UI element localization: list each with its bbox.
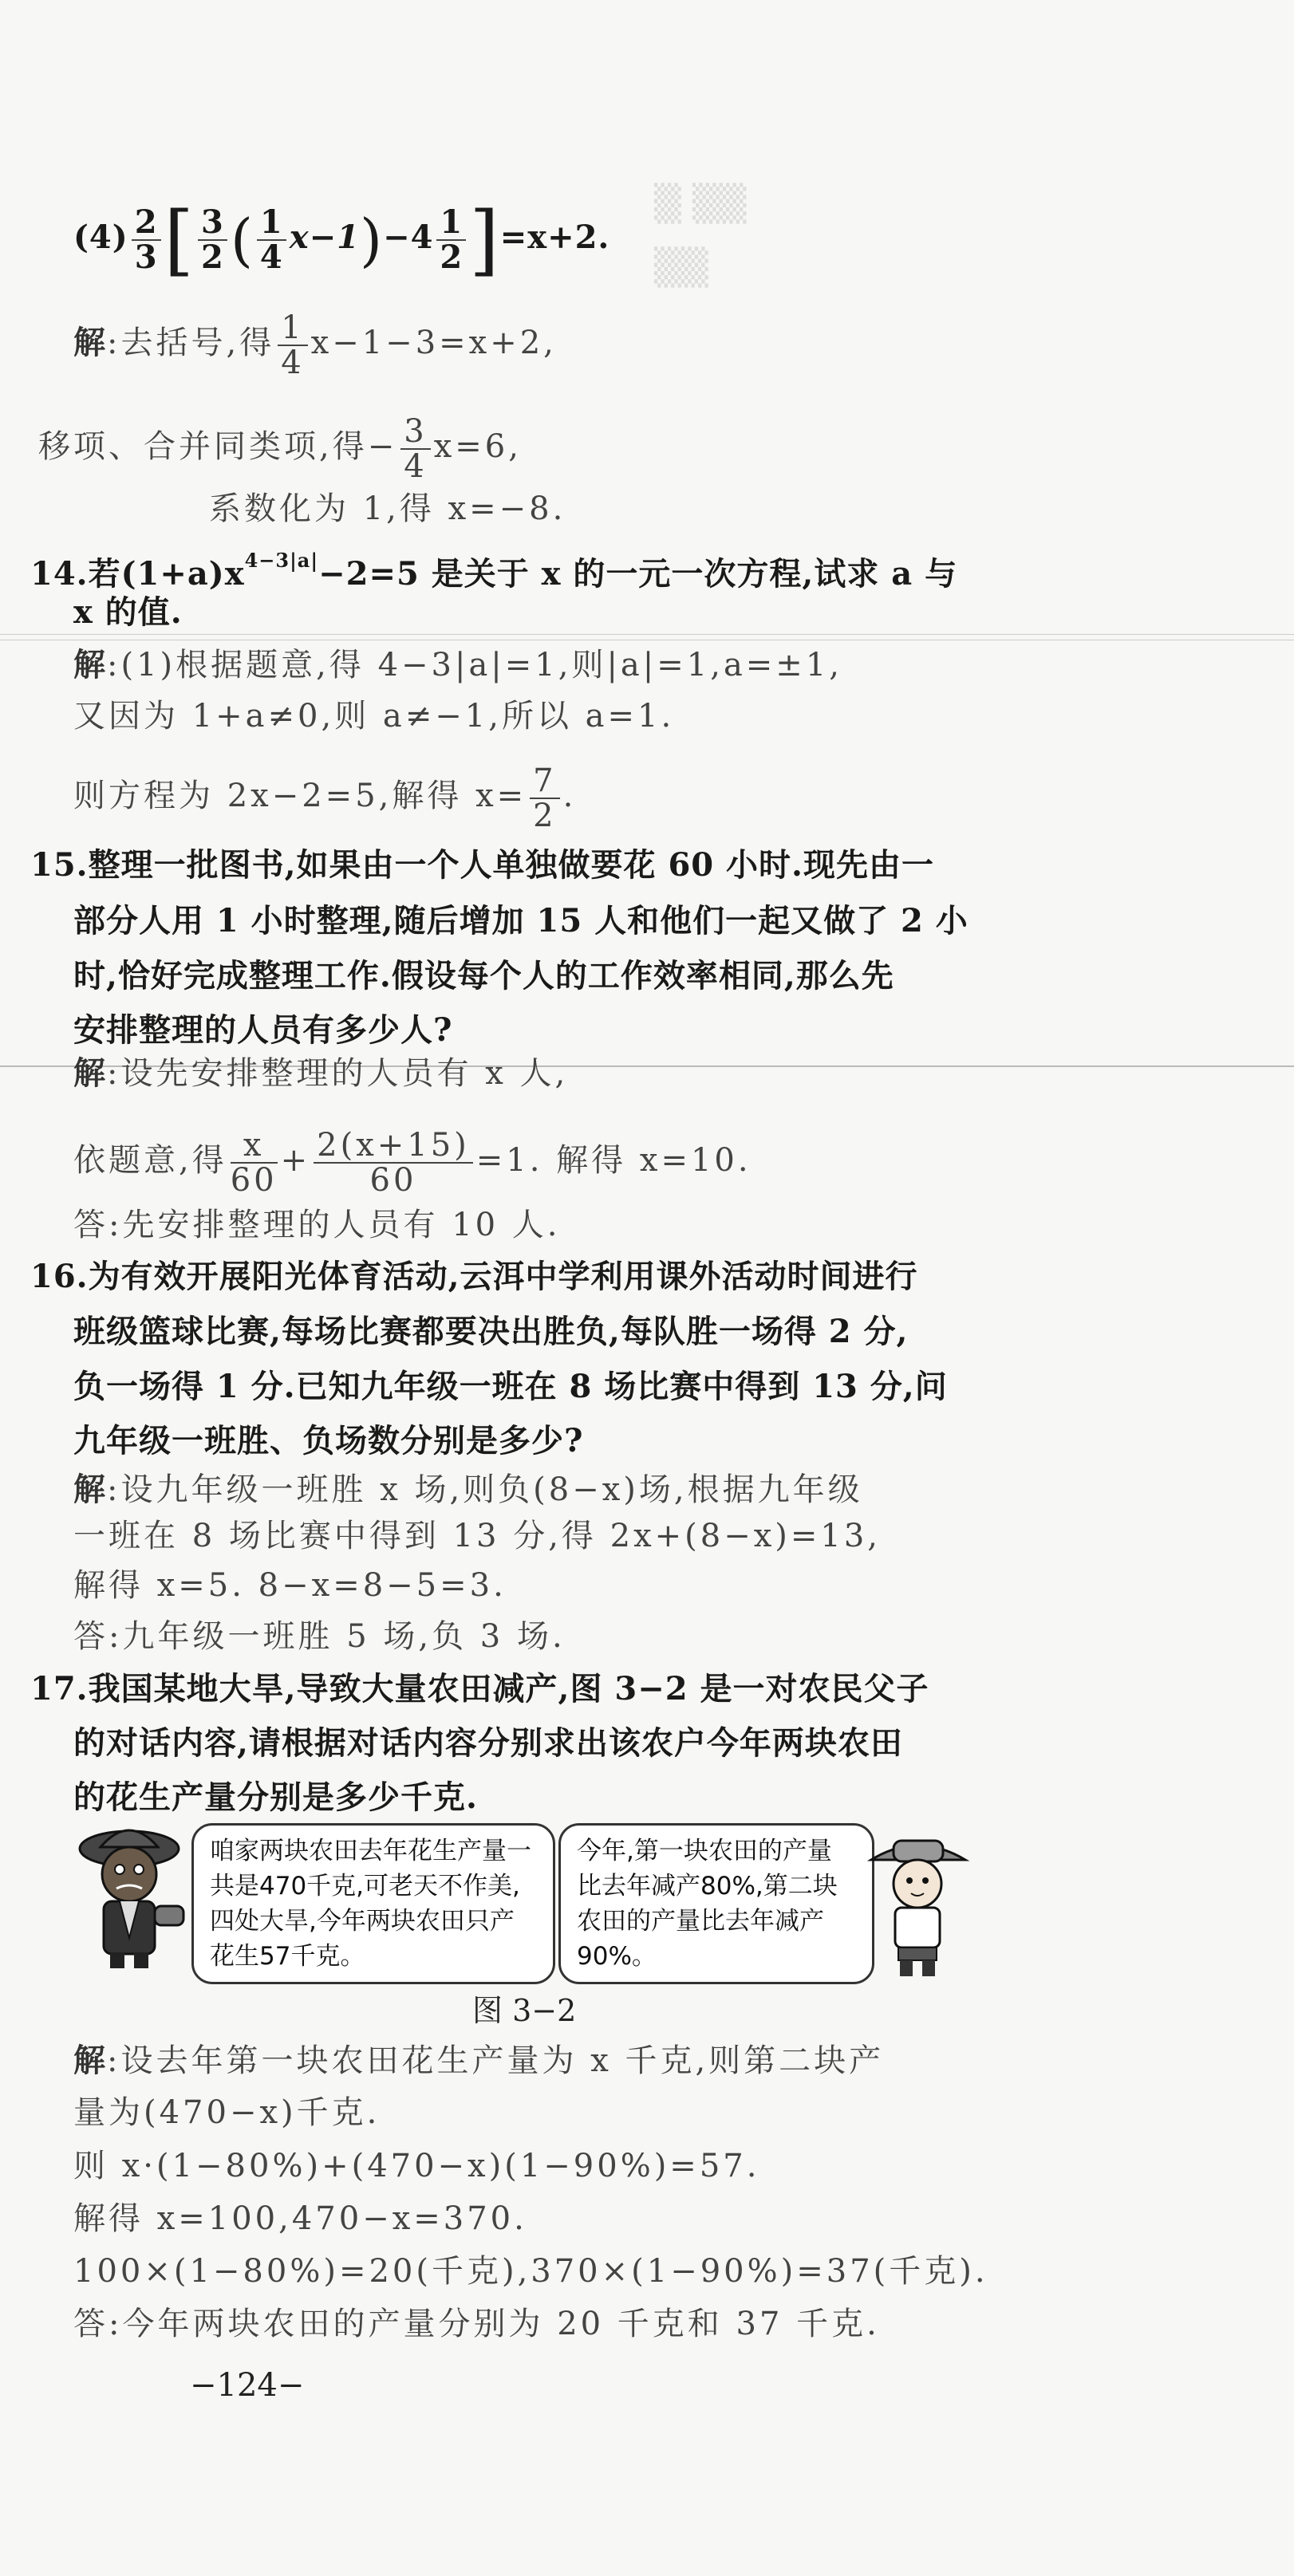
solution-14-line-3: 则方程为 2x−2=5,解得 x= $\frac{7}{2}$ . <box>73 762 577 834</box>
problem-16-line-3: 负一场得 1 分.已知九年级一班在 8 场比赛中得到 13 分,问 <box>73 1368 948 1405</box>
son-speech-bubble: 今年,第一块农田的产量比去年减产80%,第二块农田的产量比去年减产90%。 <box>558 1823 874 1984</box>
solution-15-line-3: 答:先安排整理的人员有 10 人. <box>73 1207 561 1243</box>
solution-14-line-1: 解:(1)根据题意,得 4−3|a|=1,则|a|=1,a=±1, <box>73 646 842 683</box>
solution-17-line-6: 答:今年两块农田的产量分别为 20 千克和 37 千克. <box>73 2306 880 2342</box>
problem-14-line-2: x 的值. <box>73 593 183 631</box>
solution-14-line-2: 又因为 1+a≠0,则 a≠−1,所以 a=1. <box>73 698 675 735</box>
problem-17-line-3: 的花生产量分别是多少千克. <box>73 1778 478 1816</box>
problem-16-line-1: 16.为有效开展阳光体育活动,云洱中学利用课外活动时间进行 <box>30 1258 918 1295</box>
problem-15-line-2: 部分人用 1 小时整理,随后增加 15 人和他们一起又做了 2 小 <box>73 902 969 939</box>
solution-16-line-4: 答:九年级一班胜 5 场,负 3 场. <box>73 1618 566 1655</box>
solution-16-line-1: 解:设九年级一班胜 x 场,则负(8−x)场,根据九年级 <box>73 1471 863 1508</box>
solution-16-line-2: 一班在 8 场比赛中得到 13 分,得 2x+(8−x)=13, <box>73 1518 882 1554</box>
solution-13-line-2: 移项、合并同类项,得− $\frac{3}{4}$ x=6, <box>38 413 522 485</box>
solution-17-line-2: 量为(470−x)千克. <box>73 2094 381 2131</box>
father-speech-bubble: 咱家两块农田去年花生产量一共是470千克,可老天不作美,四处大旱,今年两块农田只产花生57千克。 <box>191 1823 555 1984</box>
solution-15-line-2: 依题意,得 $\frac{x}{60}$ + $\frac{2(x+15)}{60}$ =1. 解得 x=10. <box>73 1127 752 1199</box>
problem-13-4-equation: (4) $\frac{2}{3}$ [ $\frac{3}{2}$ ( $\frac{1}{4}$ x−1)−4 $\frac{1}{2}$ ]=x+2. <box>73 195 610 285</box>
solution-16-line-3: 解得 x=5. 8−x=8−5=3. <box>73 1567 507 1604</box>
solution-17-line-3: 则 x·(1−80%)+(470−x)(1−90%)=57. <box>73 2148 760 2184</box>
solution-17-line-4: 解得 x=100,470−x=370. <box>73 2200 527 2237</box>
problem-14-line-1: 14.若$(1+a)x^{4-3|a|}-2=5$ 是关于 x 的一元一次方程,试求 a 与 <box>30 549 958 593</box>
problem-16-line-4: 九年级一班胜、负场数分别是多少? <box>73 1422 584 1459</box>
scan-line <box>0 634 1294 635</box>
solution-13-line-3: 系数化为 1,得 x=−8. <box>209 490 566 527</box>
bleed-through-mark: ▒▒ <box>654 247 708 288</box>
figure-caption: 图 3−2 <box>472 1993 577 2028</box>
solution-17-line-5: 100×(1−80%)=20(千克),370×(1−90%)=37(千克). <box>73 2253 988 2290</box>
page-number: −124− <box>190 2367 305 2404</box>
solution-17-line-1: 解:设去年第一块农田花生产量为 x 千克,则第二块产 <box>73 2042 885 2079</box>
solution-15-line-1: 解:设先安排整理的人员有 x 人, <box>73 1054 569 1092</box>
problem-15-line-3: 时,恰好完成整理工作.假设每个人的工作效率相同,那么先 <box>73 957 894 995</box>
problem-17-line-2: 的对话内容,请根据对话内容分别求出该农户今年两块农田 <box>73 1724 903 1762</box>
problem-15-line-4: 安排整理的人员有多少人? <box>73 1011 453 1049</box>
problem-15-line-1: 15.整理一批图书,如果由一个人单独做要花 60 小时.现先由一 <box>30 846 934 884</box>
farmer-son-illustration <box>866 1828 970 1979</box>
problem-16-line-2: 班级篮球比赛,每场比赛都要决出胜负,每队胜一场得 2 分, <box>73 1313 909 1350</box>
problem-17-line-1: 17.我国某地大旱,导致大量农田减产,图 3−2 是一对农民父子 <box>30 1670 929 1707</box>
farmer-father-illustration <box>72 1818 191 1970</box>
bleed-through-mark: ▒ ▒▒ <box>654 183 747 224</box>
solution-13-line-1: 解:去括号,得 $\frac{1}{4}$ x−1−3=x+2, <box>73 309 557 381</box>
